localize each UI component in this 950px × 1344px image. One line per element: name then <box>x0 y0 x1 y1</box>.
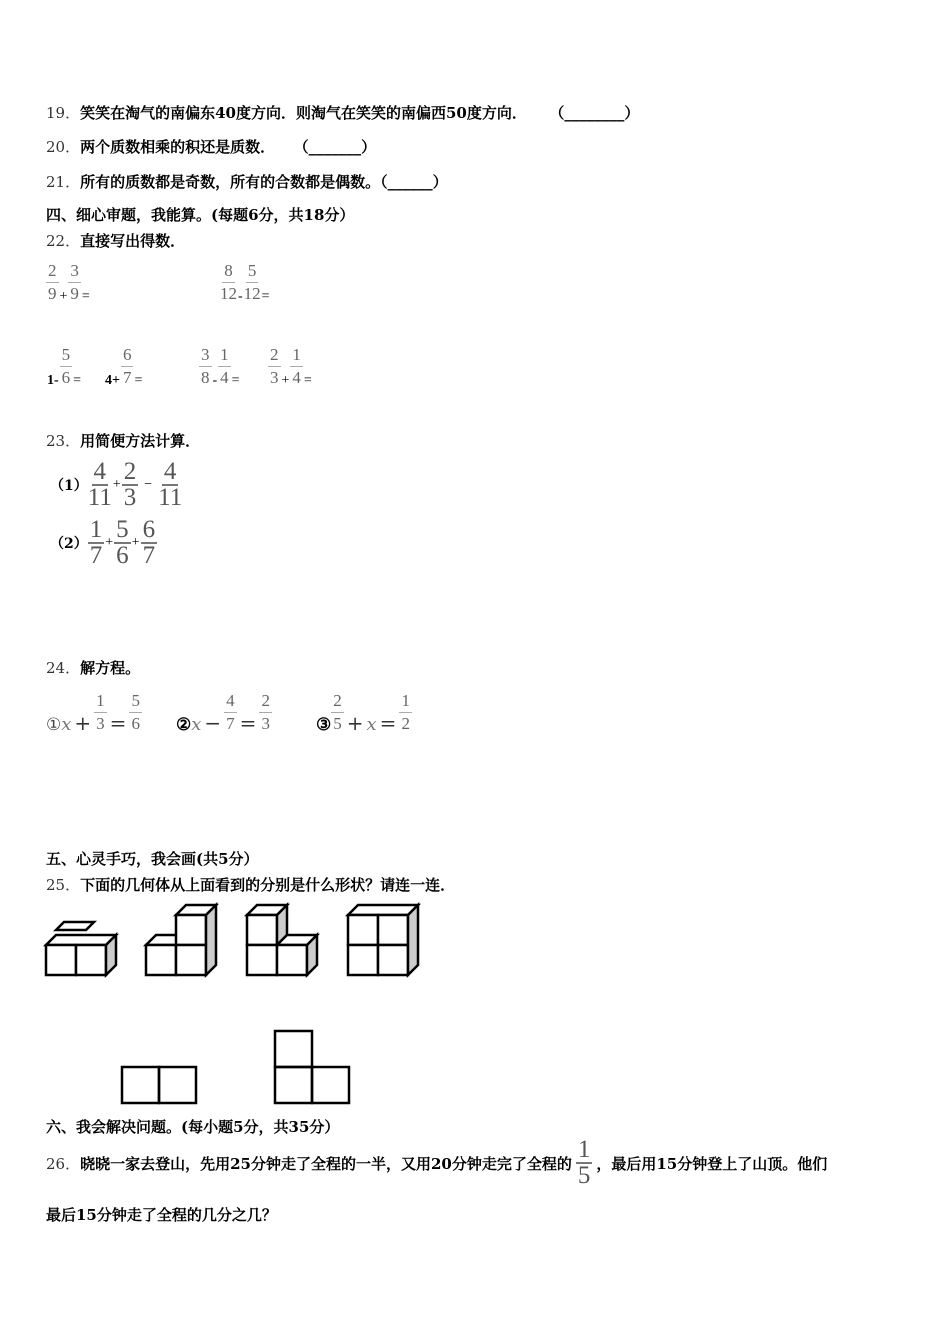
question-23 <box>46 430 200 451</box>
question-19 <box>46 102 639 123</box>
lead-term: 1- <box>47 373 59 388</box>
top-view-shapes <box>115 1025 360 1110</box>
operator: + <box>131 535 140 550</box>
fraction <box>114 518 131 568</box>
operator: − <box>144 477 153 492</box>
denominator: 2 <box>401 714 410 733</box>
denominator: 4 <box>220 368 229 387</box>
solid-3 <box>247 905 317 975</box>
denominator: 3 <box>96 714 105 733</box>
numerator: 5 <box>129 690 142 713</box>
operator: − <box>204 711 222 735</box>
equation-3 <box>316 690 412 735</box>
numerator: 1 <box>577 1136 591 1163</box>
expr-22-6 <box>268 344 313 389</box>
denominator: 7 <box>142 542 156 569</box>
variable: x <box>366 714 377 735</box>
numerator: 3 <box>68 260 81 283</box>
equals: = <box>134 373 143 388</box>
numerator: 1 <box>290 344 303 367</box>
equals: = <box>231 373 240 388</box>
top-view-two-squares <box>122 1067 196 1103</box>
equals: = <box>109 711 127 735</box>
question-text: 下面的几何体从上面看到的分别是什么形状？请连一连． <box>80 876 456 894</box>
solid-1 <box>46 922 116 975</box>
numerator: 3 <box>199 344 212 367</box>
question-text: 所有的质数都是奇数，所有的合数都是偶数。 <box>80 173 381 191</box>
question-number: 25． <box>46 876 81 894</box>
question-25 <box>46 874 455 895</box>
expr-22-2 <box>220 260 271 305</box>
fraction <box>60 344 73 389</box>
denominator: 8 <box>201 368 210 387</box>
expr-22-1 <box>46 260 91 305</box>
fraction <box>218 344 231 389</box>
equals: = <box>379 711 397 735</box>
equals: = <box>239 711 257 735</box>
fraction <box>576 1138 593 1188</box>
question-22 <box>46 230 185 251</box>
answer-blank[interactable]: （_______） <box>301 138 377 156</box>
fraction <box>141 518 158 568</box>
question-number: 19． <box>46 104 81 122</box>
numerator: 6 <box>121 344 134 367</box>
denominator: 7 <box>226 714 235 733</box>
question-26 <box>46 1138 827 1188</box>
question-number: 21． <box>46 173 81 191</box>
expr-23-2 <box>50 518 157 568</box>
question-text: 两个质数相乘的积还是质数． <box>80 138 276 156</box>
part-label: （1） <box>50 478 88 494</box>
numerator: 5 <box>116 516 129 543</box>
question-20 <box>46 136 376 157</box>
fraction <box>158 460 182 510</box>
numerator: 1 <box>399 690 412 713</box>
expr-22-4 <box>104 344 143 389</box>
variable: x <box>191 714 202 735</box>
answer-blank[interactable]: （______） <box>380 173 448 191</box>
operator: - <box>238 289 243 304</box>
numerator: 2 <box>46 260 59 283</box>
fraction <box>399 690 412 735</box>
numerator: 2 <box>123 458 137 485</box>
fraction <box>46 260 59 305</box>
equation-2 <box>176 690 272 735</box>
section-6-heading: 六、我会解决问题。(每小题5分，共35分） <box>46 1118 340 1136</box>
denominator: 3 <box>123 484 137 511</box>
cube-solids-figures <box>40 900 440 980</box>
operator: + <box>74 711 92 735</box>
numerator: 4 <box>93 458 107 485</box>
question-21 <box>46 171 448 192</box>
numerator: 4 <box>224 690 237 713</box>
fraction <box>244 260 261 305</box>
expr-22-5 <box>199 344 241 389</box>
section-4-heading: 四、细心审题，我能算。(每题6分，共18分） <box>46 206 355 224</box>
denominator: 6 <box>131 714 140 733</box>
fraction <box>68 260 81 305</box>
expr-23-1 <box>50 460 182 510</box>
operator: + <box>59 289 68 304</box>
lead-term: 4+ <box>105 373 120 388</box>
question-24 <box>46 657 140 678</box>
operator: - <box>212 373 218 388</box>
numerator: 5 <box>246 260 259 283</box>
fraction <box>88 518 105 568</box>
denominator: 6 <box>116 542 129 569</box>
question-text: 晓晓一家去登山，先用25分钟走了全程的一半，又用20分钟走完了全程的 <box>80 1154 572 1173</box>
equation-1 <box>46 690 142 735</box>
numerator: 8 <box>222 260 235 283</box>
operator: + <box>281 373 290 388</box>
denominator: 4 <box>292 368 301 387</box>
denominator: 6 <box>61 368 71 387</box>
numerator: 5 <box>60 344 73 367</box>
numerator: 1 <box>218 344 231 367</box>
numerator: 4 <box>163 458 177 485</box>
top-view-l-shape <box>275 1031 349 1103</box>
numerator: 1 <box>89 516 103 543</box>
denominator: 12 <box>220 284 237 303</box>
numerator: 1 <box>94 690 107 713</box>
denominator: 5 <box>333 714 342 733</box>
question-text: 用简便方法计算． <box>80 432 201 450</box>
denominator: 3 <box>261 714 270 733</box>
fraction <box>94 690 107 735</box>
solid-2 <box>146 905 216 975</box>
numerator: 2 <box>268 344 281 367</box>
fraction <box>199 344 212 389</box>
expr-22-3 <box>46 344 82 389</box>
numerator: 6 <box>142 516 156 543</box>
fraction <box>290 344 303 389</box>
question-number: 22． <box>46 232 81 250</box>
denominator: 7 <box>89 542 103 569</box>
equals: = <box>261 289 270 304</box>
answer-blank[interactable]: （________） <box>556 104 640 122</box>
question-26-continued: 最后15分钟走了全程的几分之几？ <box>46 1206 277 1224</box>
fraction <box>129 690 142 735</box>
variable: x <box>61 714 72 735</box>
fraction <box>88 460 112 510</box>
operator: + <box>346 711 364 735</box>
denominator: 11 <box>87 484 112 511</box>
fraction <box>259 690 272 735</box>
label: ② <box>176 715 192 735</box>
denominator: 9 <box>48 284 57 303</box>
label: ① <box>46 715 62 735</box>
equals: = <box>73 373 82 388</box>
fraction <box>122 460 139 510</box>
fraction <box>121 344 134 389</box>
fraction <box>220 260 237 305</box>
fraction <box>224 690 237 735</box>
question-text: 直接写出得数． <box>80 232 186 250</box>
denominator: 9 <box>70 284 79 303</box>
operator: + <box>112 477 121 492</box>
question-text: ，最后用15分钟登上了山顶。他们 <box>596 1154 828 1173</box>
question-number: 26． <box>46 1154 81 1173</box>
denominator: 3 <box>270 368 279 387</box>
part-label: （2） <box>50 536 88 552</box>
equals: = <box>81 289 90 304</box>
question-number: 20． <box>46 138 81 156</box>
numerator: 2 <box>259 690 272 713</box>
solid-4 <box>348 905 418 975</box>
section-5-heading: 五、心灵手巧，我会画(共5分） <box>46 850 259 868</box>
question-number: 23． <box>46 432 81 450</box>
question-text: 解方程。 <box>80 659 141 677</box>
fraction <box>268 344 281 389</box>
operator: + <box>105 535 114 550</box>
question-text: 笑笑在淘气的南偏东40度方向．则淘气在笑笑的南偏西50度方向． <box>80 104 527 122</box>
numerator: 2 <box>331 690 344 713</box>
question-number: 24． <box>46 659 81 677</box>
equals: = <box>303 373 312 388</box>
denominator: 5 <box>577 1162 591 1189</box>
denominator: 7 <box>122 368 132 387</box>
denominator: 12 <box>243 284 261 303</box>
label: ③ <box>316 715 332 735</box>
denominator: 11 <box>158 484 183 511</box>
fraction <box>331 690 344 735</box>
